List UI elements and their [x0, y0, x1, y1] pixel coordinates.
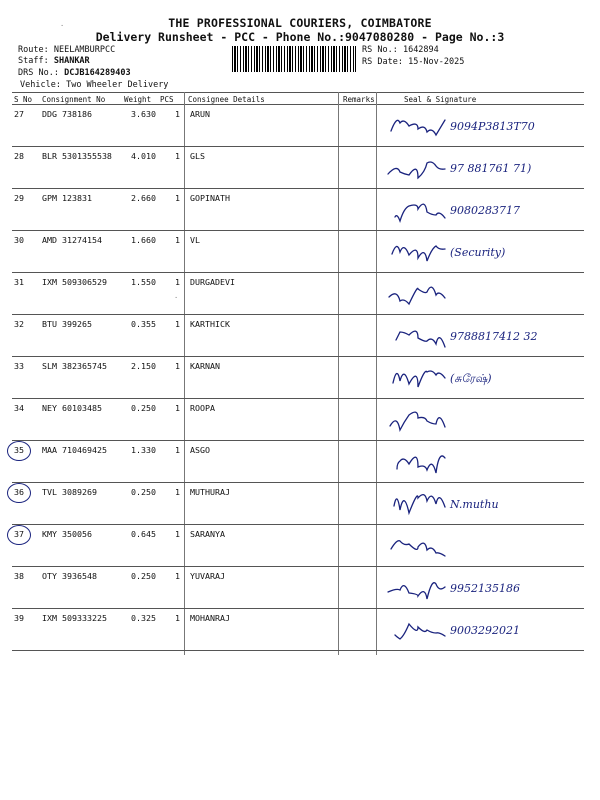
cell-consignment: BLR 5301355538 — [42, 151, 112, 161]
signature-mark — [380, 274, 590, 314]
cell-sno: 38 — [14, 571, 24, 581]
cell-sno: 30 — [14, 235, 24, 245]
handwritten-circle-mark — [7, 483, 31, 503]
cell-consignment: TVL 3089269 — [42, 487, 97, 497]
cell-weight: 4.010 — [131, 151, 156, 161]
col-signature: Seal & Signature — [404, 95, 477, 104]
cell-weight: 1.550 — [131, 277, 156, 287]
cell-weight: 0.325 — [131, 613, 156, 623]
cell-sno: 28 — [14, 151, 24, 161]
handwritten-note: 97 881761 71) — [450, 162, 532, 175]
rs-date-line — [362, 57, 464, 67]
cell-consignee: SARANYA — [190, 529, 225, 539]
cell-weight: 2.660 — [131, 193, 156, 203]
column-divider — [184, 92, 185, 655]
cell-consignment: GPM 123831 — [42, 193, 92, 203]
cell-consignee: ROOPA — [190, 403, 215, 413]
vehicle-value: Two Wheeler Delivery — [66, 80, 169, 90]
col-remarks: Remarks — [343, 95, 375, 104]
row-separator — [12, 398, 584, 399]
column-divider — [338, 92, 339, 655]
handwritten-note: 9003292021 — [450, 624, 520, 637]
row-separator — [12, 650, 584, 651]
handwritten-circle-mark — [7, 441, 31, 461]
cell-consignee: MUTHURAJ — [190, 487, 230, 497]
cell-consignee: MOHANRAJ — [190, 613, 230, 623]
cell-consignee: DURGADEVI — [190, 277, 235, 287]
scan-speck: · — [60, 22, 65, 30]
drs-value: DCJB164289403 — [64, 68, 131, 78]
row-separator — [12, 314, 584, 315]
cell-sno: 27 — [14, 109, 24, 119]
cell-consignment: DDG 738186 — [42, 109, 92, 119]
cell-weight: 1.330 — [131, 445, 156, 455]
cell-sno: 37 — [14, 529, 24, 539]
cell-consignment: MAA 710469425 — [42, 445, 107, 455]
cell-consignment: KMY 350056 — [42, 529, 92, 539]
cell-pcs: 1 — [175, 151, 180, 161]
row-separator — [12, 272, 584, 273]
cell-weight: 0.645 — [131, 529, 156, 539]
cell-pcs: 1 — [175, 403, 180, 413]
row-separator — [12, 440, 584, 441]
rs-no-value: 1642894 — [402, 45, 439, 55]
cell-consignment: BTU 399265 — [42, 319, 92, 329]
handwritten-note: N.muthu — [450, 498, 499, 511]
drs-label: DRS No.: — [18, 68, 59, 78]
cell-pcs: 1 — [175, 487, 180, 497]
route-label: Route: — [18, 45, 49, 55]
cell-consignee: ASGO — [190, 445, 210, 455]
cell-consignee: YUVARAJ — [190, 571, 225, 581]
cell-pcs: 1 — [175, 109, 180, 119]
row-separator — [12, 188, 584, 189]
signature-mark — [380, 400, 590, 440]
handwritten-note: (Security) — [450, 246, 506, 259]
cell-consignment: NEY 60103485 — [42, 403, 102, 413]
col-weight: Weight — [124, 95, 152, 104]
cell-pcs: 1 — [175, 277, 180, 287]
cell-consignment: IXM 509306529 — [42, 277, 107, 287]
col-sno: S No — [14, 95, 33, 104]
cell-pcs: 1 — [175, 361, 180, 371]
table-top-rule — [12, 92, 584, 93]
rs-date-value: 15-Nov-2025 — [408, 57, 465, 67]
drs-line — [18, 68, 131, 78]
rs-no-label: RS No.: — [362, 45, 398, 55]
row-separator — [12, 566, 584, 567]
row-separator — [12, 356, 584, 357]
drs-barcode — [232, 46, 356, 72]
cell-pcs: 1 — [175, 613, 180, 623]
cell-sno: 35 — [14, 445, 24, 455]
staff-line — [18, 56, 90, 66]
cell-consignment: IXM 509333225 — [42, 613, 107, 623]
vehicle-label: Vehicle: — [20, 80, 61, 90]
cell-weight: 3.630 — [131, 109, 156, 119]
cell-consignment: SLM 382365745 — [42, 361, 107, 371]
cell-sno: 29 — [14, 193, 24, 203]
cell-sno: 31 — [14, 277, 24, 287]
col-consignee: Consignee Details — [188, 95, 265, 104]
cell-pcs: 1 — [175, 193, 180, 203]
cell-consignee: GOPINATH — [190, 193, 230, 203]
handwritten-note: 9952135186 — [450, 582, 520, 595]
handwritten-note: 9094P3813T70 — [450, 120, 535, 133]
cell-consignment: AMD 31274154 — [42, 235, 102, 245]
cell-weight: 0.250 — [131, 403, 156, 413]
handwritten-note: 9788817412 32 — [450, 330, 538, 343]
cell-consignee: GLS — [190, 151, 205, 161]
row-separator — [12, 608, 584, 609]
row-separator — [12, 146, 584, 147]
scan-speck: · — [174, 294, 179, 302]
cell-sno: 39 — [14, 613, 24, 623]
cell-sno: 33 — [14, 361, 24, 371]
cell-pcs: 1 — [175, 445, 180, 455]
cell-consignee: VL — [190, 235, 200, 245]
cell-consignment: OTY 3936548 — [42, 571, 97, 581]
cell-pcs: 1 — [175, 571, 180, 581]
staff-value: SHANKAR — [53, 56, 90, 66]
cell-weight: 0.250 — [131, 571, 156, 581]
row-separator — [12, 482, 584, 483]
cell-weight: 2.150 — [131, 361, 156, 371]
table-header-rule — [12, 104, 584, 105]
handwritten-note: 9080283717 — [450, 204, 520, 217]
signature-mark — [380, 442, 590, 482]
handwritten-note: (சுரேஷ்) — [450, 372, 492, 385]
cell-consignee: KARNAN — [190, 361, 220, 371]
row-separator — [12, 524, 584, 525]
vehicle-line — [20, 80, 168, 90]
column-divider — [376, 92, 377, 655]
cell-pcs: 1 — [175, 529, 180, 539]
cell-weight: 0.250 — [131, 487, 156, 497]
row-separator — [12, 230, 584, 231]
company-title: THE PROFESSIONAL COURIERS, COIMBATORE — [168, 16, 432, 30]
route-value: NEELAMBURPCC — [53, 45, 116, 55]
cell-sno: 34 — [14, 403, 24, 413]
signature-mark — [380, 526, 590, 566]
runsheet-subtitle: Delivery Runsheet - PCC - Phone No.:9047080280 - Page No.:3 — [95, 30, 505, 44]
cell-consignee: KARTHICK — [190, 319, 230, 329]
cell-pcs: 1 — [175, 319, 180, 329]
cell-sno: 32 — [14, 319, 24, 329]
col-consignment: Consignment No — [42, 95, 106, 104]
cell-weight: 1.660 — [131, 235, 156, 245]
rs-date-label: RS Date: — [362, 57, 403, 67]
rs-no-line — [362, 45, 439, 55]
route-line — [18, 45, 115, 55]
cell-weight: 0.355 — [131, 319, 156, 329]
staff-label: Staff: — [18, 56, 49, 66]
col-pcs: PCS — [160, 95, 174, 104]
cell-consignee: ARUN — [190, 109, 210, 119]
handwritten-circle-mark — [7, 525, 31, 545]
cell-pcs: 1 — [175, 235, 180, 245]
cell-sno: 36 — [14, 487, 24, 497]
